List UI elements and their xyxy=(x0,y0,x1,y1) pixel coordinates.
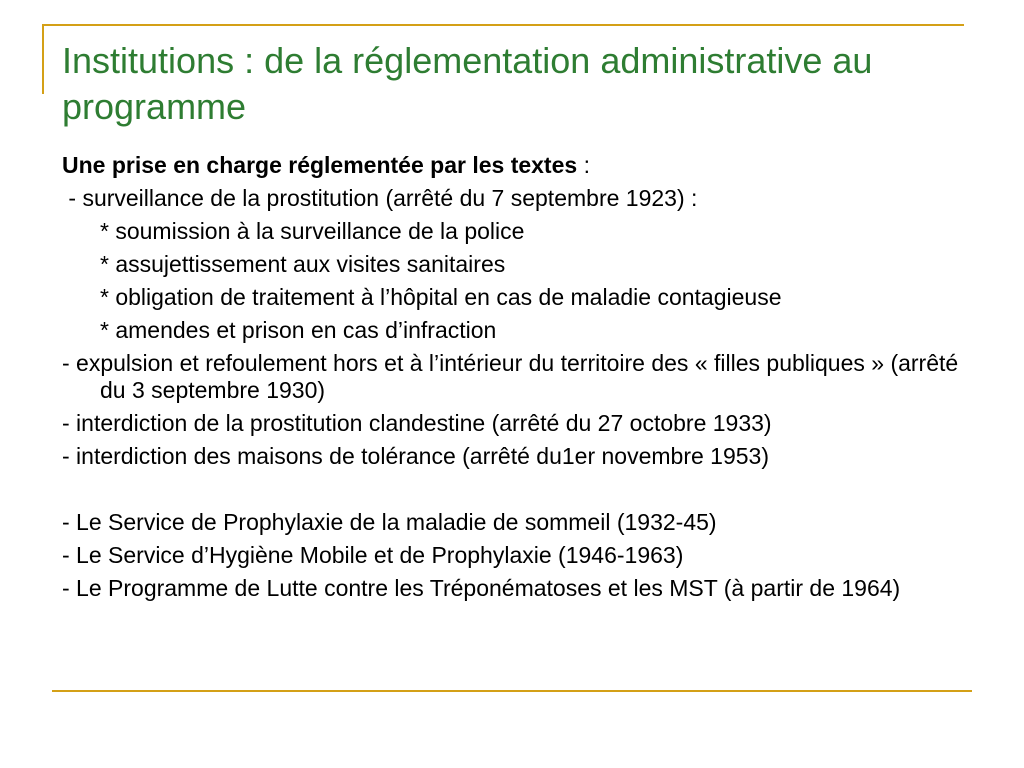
slide-title: Institutions : de la réglementation administrative au programme xyxy=(62,40,873,127)
sub-list-item: * assujettissement aux visites sanitaires xyxy=(100,251,506,277)
list-item: - expulsion et refoulement hors et à l’intérieur du territoire des « filles publiques » (arrêté du 3 septembre 1930) xyxy=(62,350,959,403)
top-border-rule xyxy=(42,24,964,26)
section-heading-suffix: : xyxy=(577,152,590,178)
list-item: - interdiction de la prostitution clandestine (arrêté du 27 octobre 1933) xyxy=(62,410,772,436)
section-heading xyxy=(62,152,962,179)
list-item: - surveillance de la prostitution (arrêté du 7 septembre 1923) : xyxy=(62,185,698,211)
list-item: - Le Service de Prophylaxie de la maladie de sommeil (1932-45) xyxy=(62,509,717,535)
list-item: - Le Programme de Lutte contre les Tréponématoses et les MST (à partir de 1964) xyxy=(62,575,901,601)
list-item: - interdiction des maisons de tolérance (arrêté du1er novembre 1953) xyxy=(62,443,769,469)
sub-list-item: * amendes et prison en cas d’infraction xyxy=(100,317,497,343)
slide-body xyxy=(62,152,962,608)
section-heading-strong: Une prise en charge réglementée par les textes xyxy=(62,152,578,178)
list-item: - Le Service d’Hygiène Mobile et de Prophylaxie (1946-1963) xyxy=(62,542,684,568)
paragraph-spacer xyxy=(62,476,962,503)
sub-list-item: * soumission à la surveillance de la police xyxy=(100,218,525,244)
left-border-rule xyxy=(42,24,44,94)
bottom-border-rule xyxy=(52,690,972,692)
sub-list-item: * obligation de traitement à l’hôpital en cas de maladie contagieuse xyxy=(100,284,782,310)
